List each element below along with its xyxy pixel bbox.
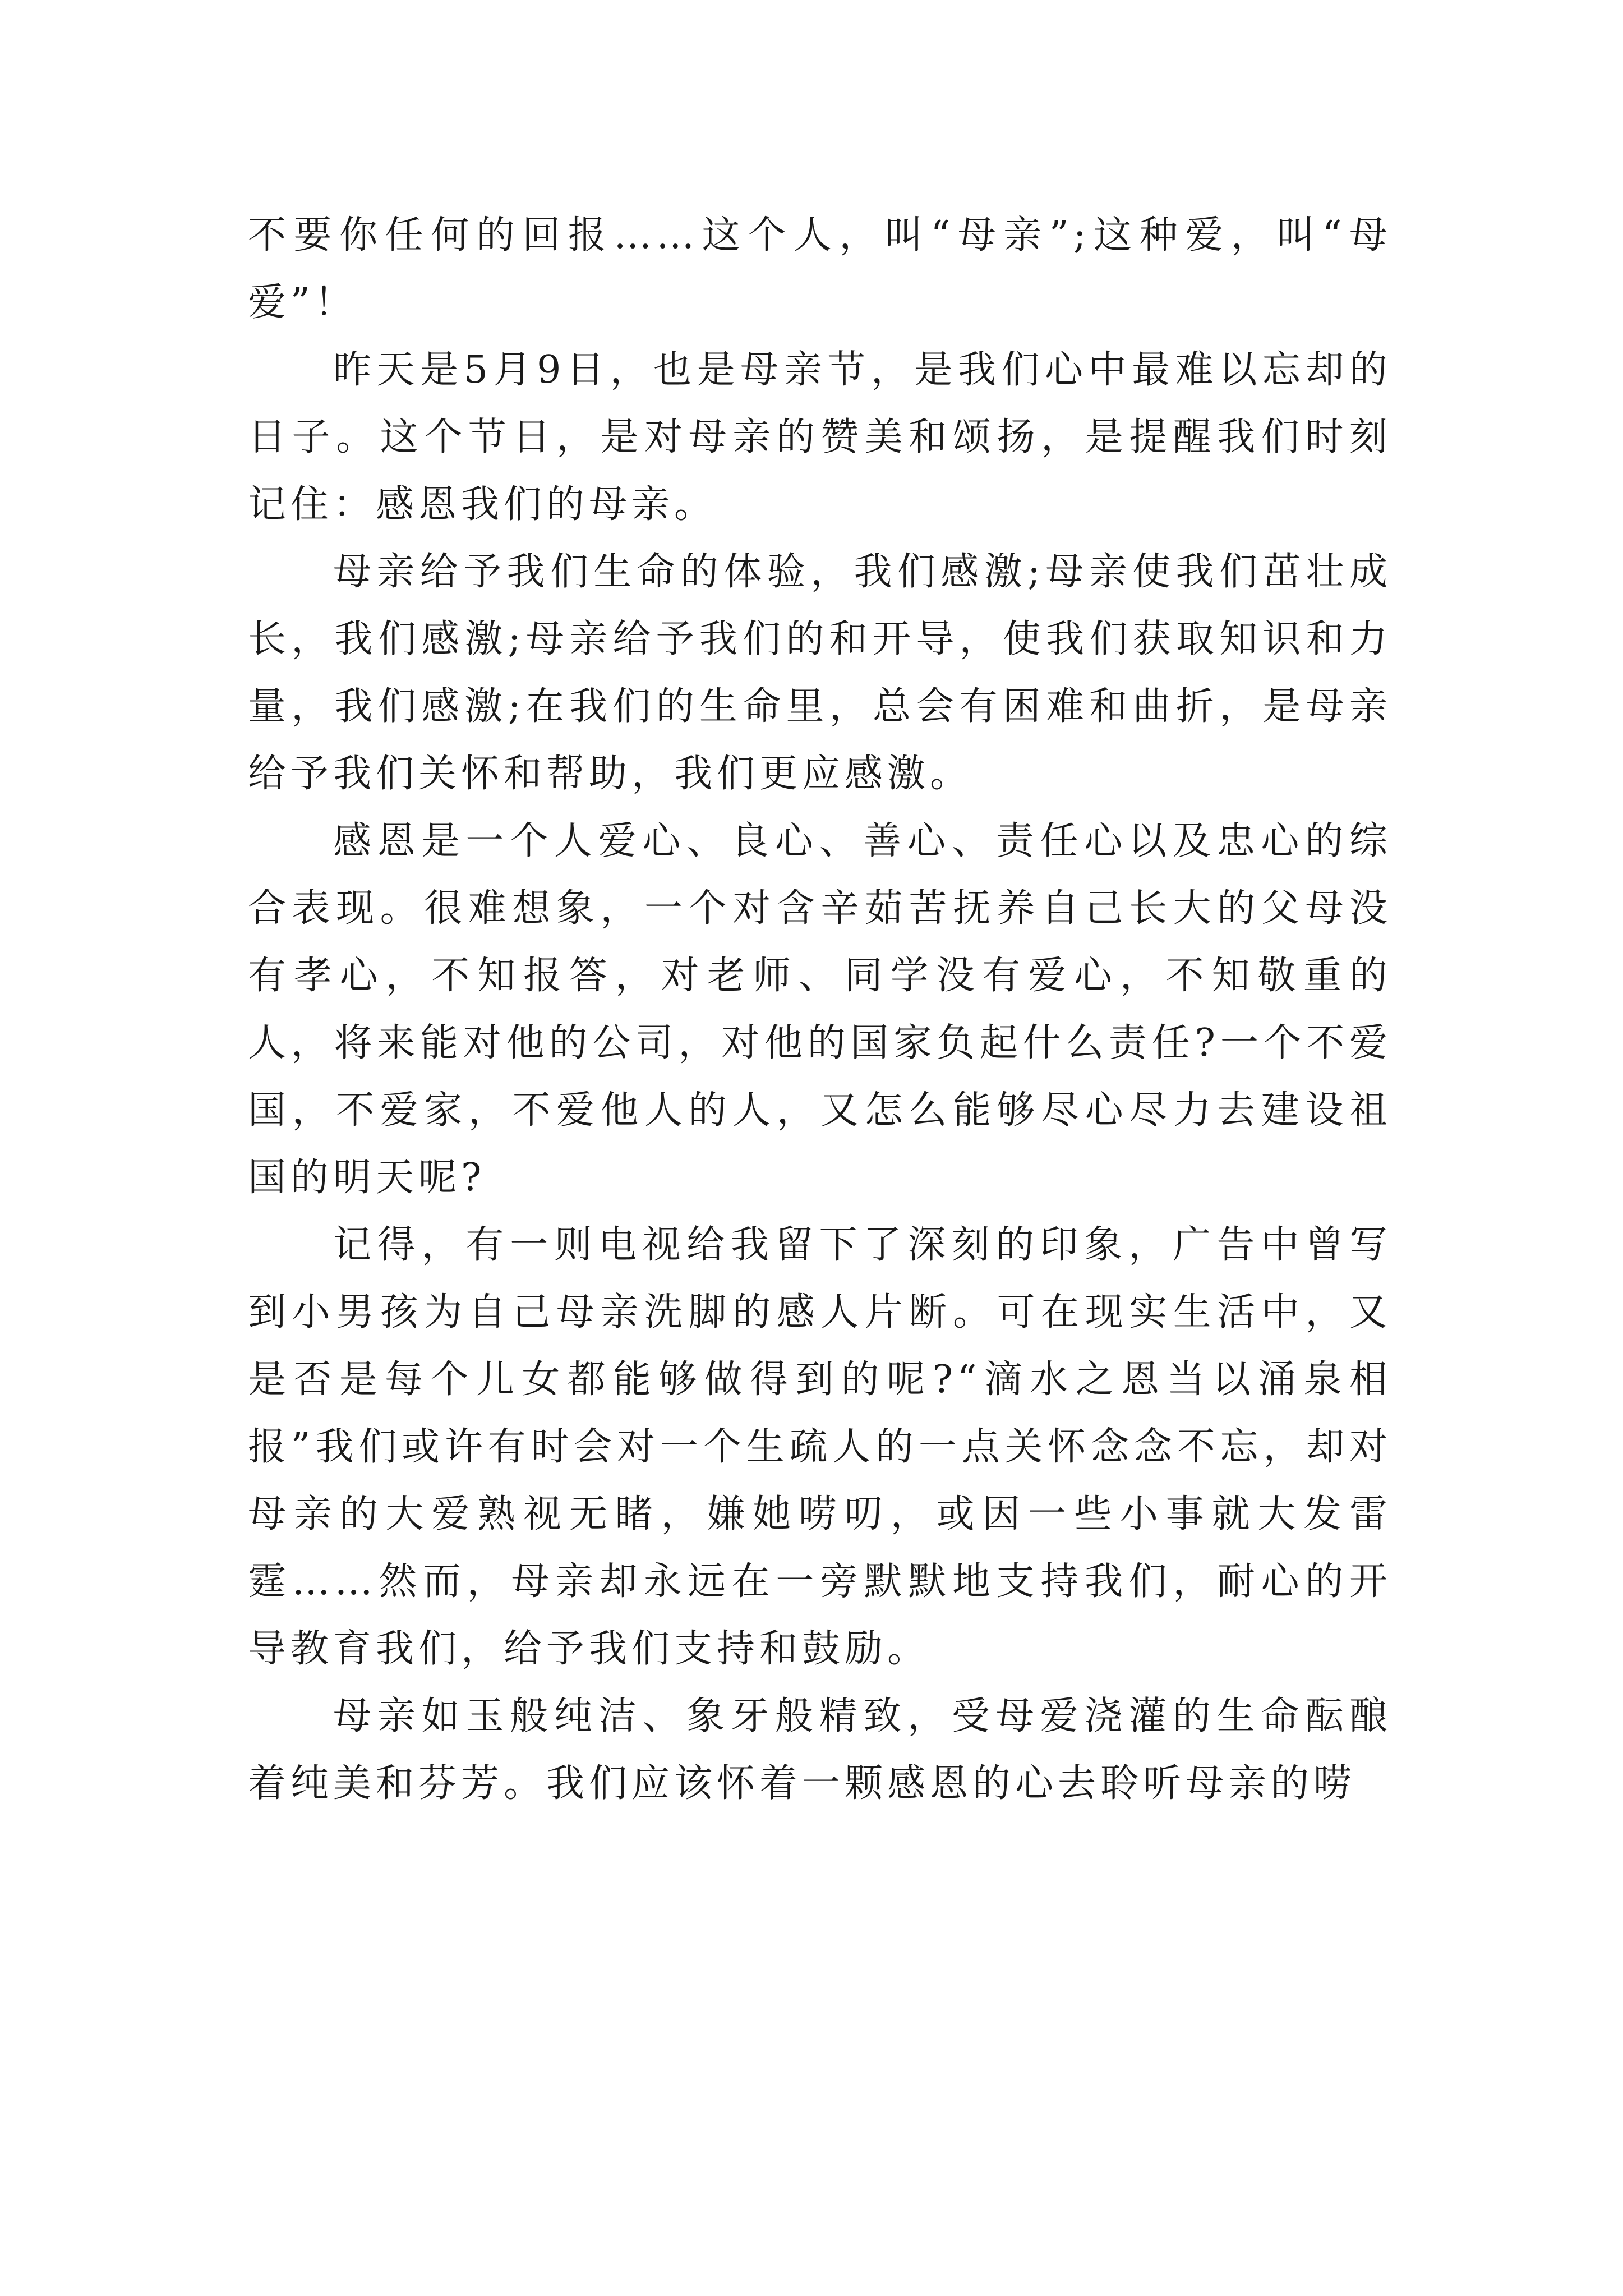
paragraph-gratitude-list: 母亲给予我们生命的体验，我们感激;母亲使我们茁壮成长，我们感激;母亲给予我们的和开导，使我们获取知识和力量，我们感激;在我们的生命里，总会有困难和曲折，是母亲给予我们关怀和帮助，我们更应感激。	[248, 550, 1392, 796]
body-text	[248, 202, 1392, 1818]
paragraph-mothers-day: 昨天是5月9日，也是母亲节，是我们心中最难以忘却的日子。这个节日，是对母亲的赞美和颂扬，是提醒我们时刻记住：感恩我们的母亲。	[248, 348, 1392, 527]
paragraph-mother-jade: 母亲如玉般纯洁、象牙般精致，受母爱浇灌的生命酝酿着纯美和芬芳。我们应该怀着一颗感恩的心去聆听母亲的唠	[248, 1694, 1392, 1806]
paragraph-continuation: 不要你任何的回报……这个人，叫“母亲”;这种爱，叫“母爱”！	[248, 213, 1392, 325]
paragraph-gratitude-meaning: 感恩是一个人爱心、良心、善心、责任心以及忠心的综合表现。很难想象，一个对含辛茹苦抚养自己长大的父母没有孝心，不知报答，对老师、同学没有爱心，不知敬重的人，将来能对他的公司，对他的国家负起什么责任?一个不爱国，不爱家，不爱他人的人，又怎么能够尽心尽力去建设祖国的明天呢?	[248, 819, 1392, 1200]
paragraph-tv-memory: 记得，有一则电视给我留下了深刻的印象，广告中曾写到小男孩为自己母亲洗脚的感人片断。可在现实生活中，又是否是每个儿女都能够做得到的呢?“滴水之恩当以涌泉相报”我们或许有时会对一个生疏人的一点关怀念念不忘，却对母亲的大爱熟视无睹，嫌她唠叨，或因一些小事就大发雷霆……然而，母亲却永远在一旁默默地支持我们，耐心的开导教育我们，给予我们支持和鼓励。	[248, 1223, 1392, 1671]
